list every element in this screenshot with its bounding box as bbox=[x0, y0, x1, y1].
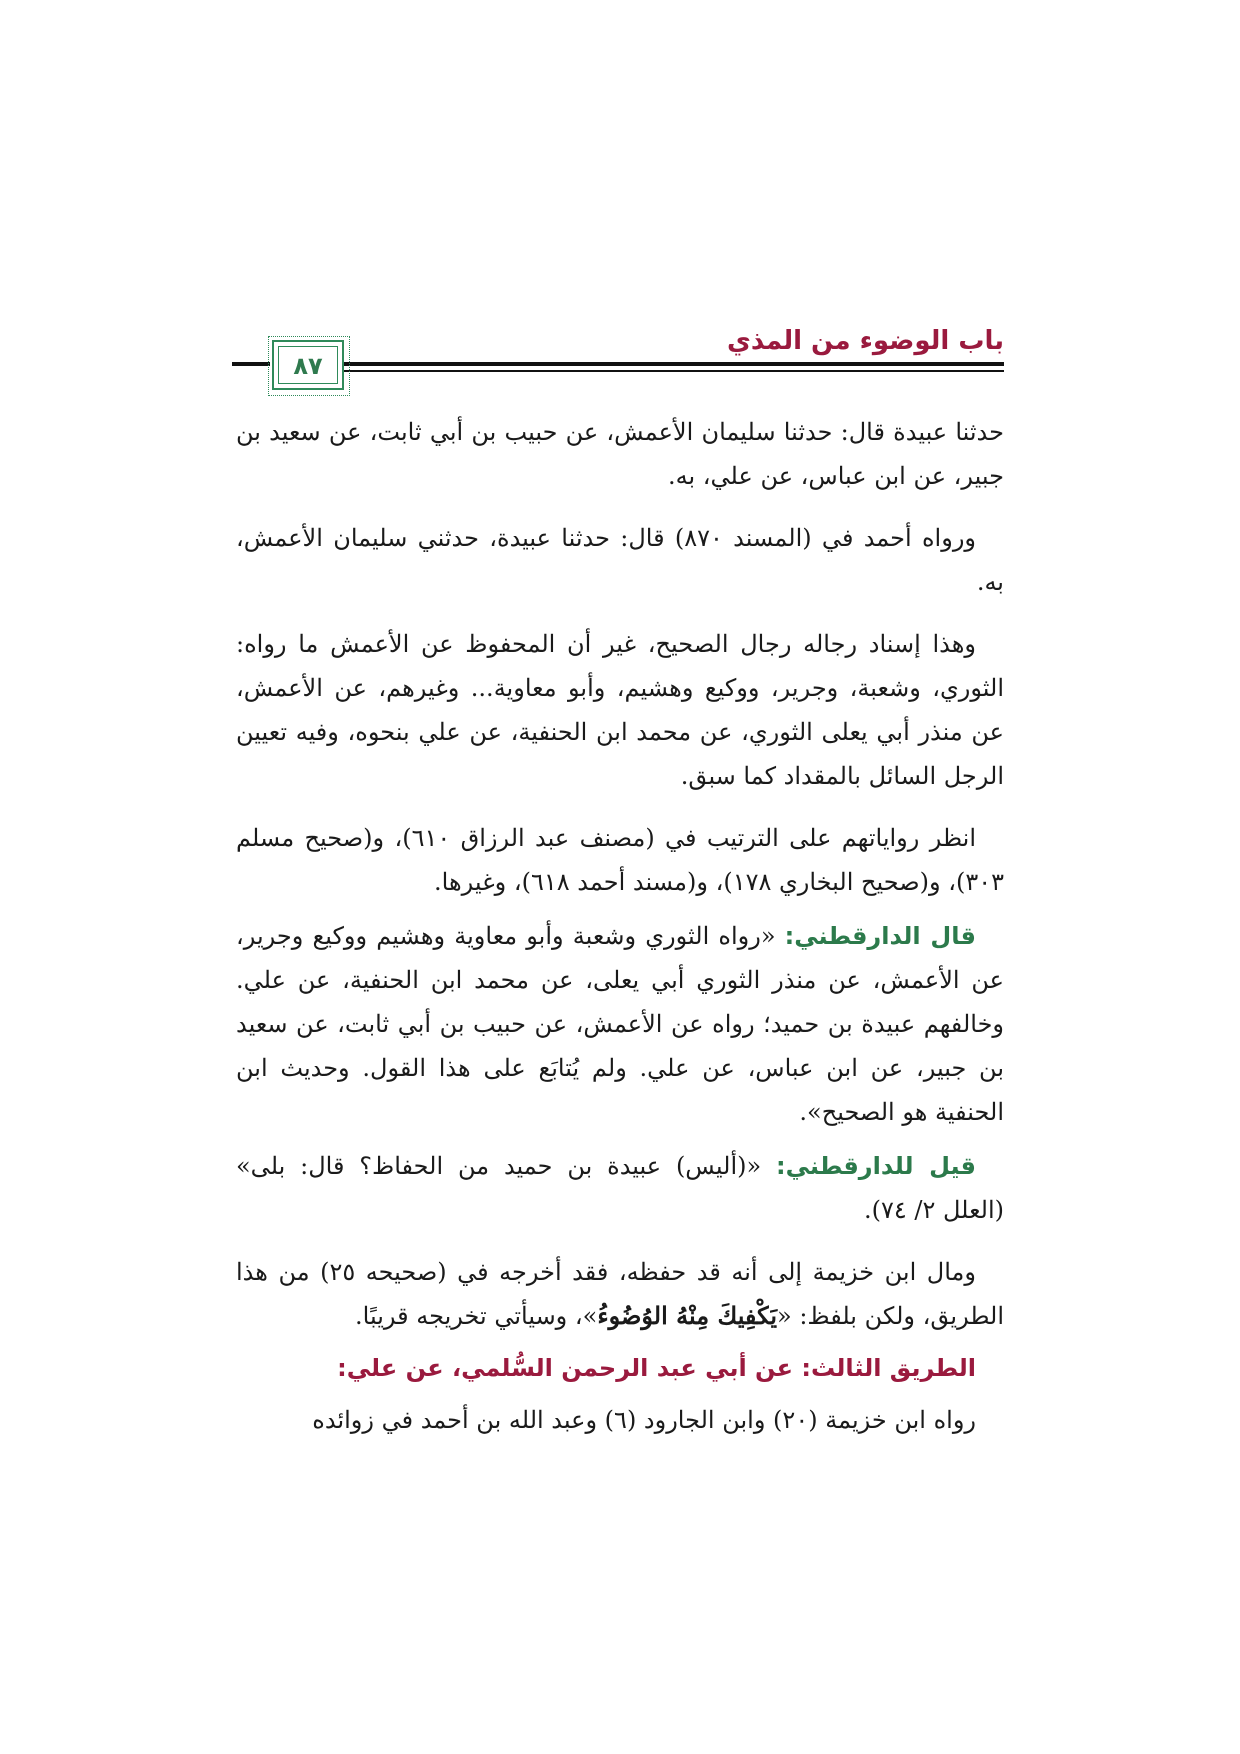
paragraph: حدثنا عبيدة قال: حدثنا سليمان الأعمش، عن حبيب بن أبي ثابت، عن سعيد بن جبير، عن ابن عباس، عن علي، به. bbox=[236, 418, 1004, 490]
text-span: »، وسيأتي تخريجه قريبًا. bbox=[355, 1302, 598, 1330]
header-rule-thin bbox=[344, 370, 1004, 372]
text-span: ومال ابن خزيمة إلى أنه قد حفظه، فقد أخرجه في (صحيحه ٢٥) من هذا الطريق، ولكن بلفظ: « bbox=[236, 1258, 1004, 1330]
page-header bbox=[232, 318, 1004, 390]
paragraph bbox=[236, 1250, 1004, 1338]
quote-label: قال الدارقطني: bbox=[784, 922, 976, 950]
quote-text: «رواه الثوري وشعبة وأبو معاوية وهشيم ووكيع وجرير، عن الأعمش، عن منذر الثوري أبي يعلى، عن محمد ابن الحنفية، عن علي. وخالفهم عبيدة بن حميد؛ رواه عن الأعمش، عن حبيب بن أبي ثابت، عن سعيد بن جبير، عن ابن عباس، عن علي. ولم يُتابَع على هذا القول. وحديث ابن الحنفية هو الصحيح». bbox=[236, 922, 1004, 1126]
header-rule-left bbox=[232, 362, 270, 366]
section-subheading: الطريق الثالث: عن أبي عبد الرحمن السُّلمي، عن علي: bbox=[337, 1354, 976, 1382]
body-text bbox=[236, 410, 1004, 1442]
hadith-phrase: يَكْفِيكَ مِنْهُ الوُضُوءُ bbox=[597, 1301, 778, 1330]
page-number-frame bbox=[272, 340, 344, 390]
quote-label: قيل للدارقطني: bbox=[776, 1152, 976, 1180]
header-rule-thick bbox=[344, 362, 1004, 366]
paragraph: رواه ابن خزيمة (٢٠) وابن الجارود (٦) وعبد الله بن أحمد في زوائده bbox=[312, 1406, 976, 1434]
paragraph: انظر رواياتهم على الترتيب في (مصنف عبد الرزاق ٦١٠)، و(صحيح مسلم ٣٠٣)، و(صحيح البخاري ١٧٨)، و(مسند أحمد ٦١٨)، وغيرها. bbox=[236, 824, 1004, 896]
page-number: ٨٧ bbox=[293, 352, 323, 380]
chapter-title: باب الوضوء من المذي bbox=[727, 326, 1004, 356]
quote-paragraph bbox=[236, 914, 1004, 1134]
paragraph: ورواه أحمد في (المسند ٨٧٠) قال: حدثنا عبيدة، حدثني سليمان الأعمش، به. bbox=[236, 524, 1004, 596]
quote-paragraph bbox=[236, 1144, 1004, 1232]
quote-text: «(أليس) عبيدة بن حميد من الحفاظ؟ قال: بلى» (العلل ٢/ ٧٤). bbox=[236, 1152, 1004, 1224]
paragraph: وهذا إسناد رجاله رجال الصحيح، غير أن المحفوظ عن الأعمش ما رواه: الثوري، وشعبة، وجرير، ووكيع وهشيم، وأبو معاوية... وغيرهم، عن الأعمش، عن منذر أبي يعلى الثوري، عن محمد ابن الحنفية، عن علي بنحوه، وفيه تعيين الرجل السائل بالمقداد كما سبق. bbox=[236, 630, 1005, 790]
